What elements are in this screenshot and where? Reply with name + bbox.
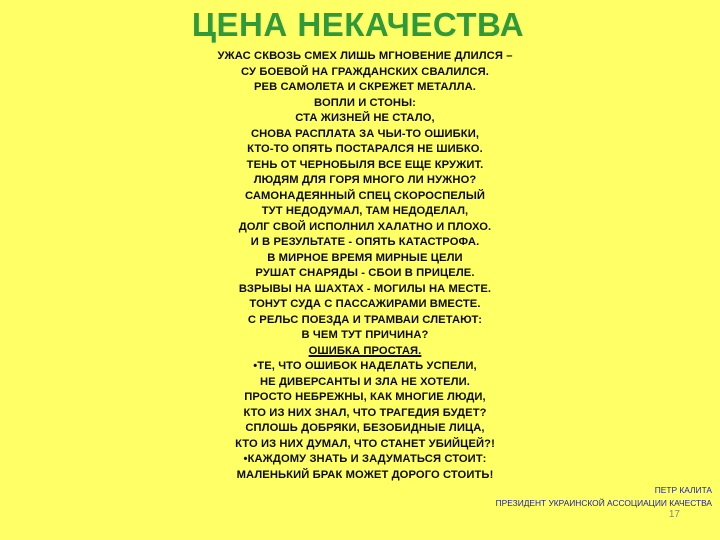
poem-line: •КАЖДОМУ ЗНАТЬ И ЗАДУМАТЬСЯ СТОИТ: bbox=[243, 453, 487, 465]
poem-line: СПЛОШЬ ДОБРЯКИ, БЕЗОБИДНЫЕ ЛИЦА, bbox=[245, 422, 485, 434]
poem-line: ТОНУТ СУДА С ПАССАЖИРАМИ ВМЕСТЕ. bbox=[249, 298, 481, 310]
poem-line: КТО ИЗ НИХ ДУМАЛ, ЧТО СТАНЕТ УБИЙЦЕЙ?! bbox=[235, 437, 495, 450]
poem-line: ТУТ НЕДОДУМАЛ, ТАМ НЕДОДЕЛАЛ, bbox=[261, 205, 469, 217]
poem-line: МАЛЕНЬКИЙ БРАК МОЖЕТ ДОРОГО СТОИТЬ! bbox=[236, 468, 494, 481]
poem-line: И В РЕЗУЛЬТАТЕ - ОПЯТЬ КАТАСТРОФА. bbox=[250, 236, 480, 248]
poem-line: ТЕНЬ ОТ ЧЕРНОБЫЛЯ ВСЕ ЕЩЕ КРУЖИТ. bbox=[246, 158, 484, 171]
poem-line: САМОНАДЕЯННЫЙ СПЕЦ СКОРОСПЕЛЫЙ bbox=[244, 189, 486, 202]
poem-line: ВОПЛИ И СТОНЫ: bbox=[314, 96, 416, 109]
poem-line: КТО ИЗ НИХ ЗНАЛ, ЧТО ТРАГЕДИЯ БУДЕТ? bbox=[243, 406, 487, 419]
poem-line: ДОЛГ СВОЙ ИСПОЛНИЛ ХАЛАТНО И ПЛОХО. bbox=[238, 220, 492, 233]
poem-line: КТО-ТО ОПЯТЬ ПОСТАРАЛСЯ НЕ ШИБКО. bbox=[247, 143, 483, 155]
poem bbox=[180, 49, 550, 483]
author-block bbox=[496, 484, 712, 509]
author-name: ПЕТР КАЛИТА bbox=[654, 485, 712, 495]
poem-line: УЖАС СКВОЗЬ СМЕХ ЛИШЬ МГНОВЕНИЕ ДЛИЛСЯ – bbox=[217, 50, 513, 62]
author-title: ПРЕЗИДЕНТ УКРАИНСКОЙ АССОЦИАЦИИ КАЧЕСТВА bbox=[495, 497, 712, 508]
poem-line: В ЧЕМ ТУТ ПРИЧИНА? bbox=[301, 329, 429, 341]
poem-line: СУ БОЕВОЙ НА ГРАЖДАНСКИХ СВАЛИЛСЯ. bbox=[241, 65, 489, 78]
poem-line: ПРОСТО НЕБРЕЖНЫ, КАК МНОГИЕ ЛЮДИ, bbox=[244, 391, 486, 403]
page-number: 17 bbox=[668, 509, 680, 520]
poem-line: СТА ЖИЗНЕЙ НЕ СТАЛО, bbox=[295, 112, 435, 124]
poem-line: НЕ ДИВЕРСАНТЫ И ЗЛА НЕ ХОТЕЛИ. bbox=[260, 375, 470, 388]
poem-line: С РЕЛЬС ПОЕЗДА И ТРАМВАИ СЛЕТАЮТ: bbox=[247, 313, 483, 326]
poem-line: •ТЕ, ЧТО ОШИБОК НАДЕЛАТЬ УСПЕЛИ, bbox=[253, 360, 477, 372]
poem-line: РЕВ САМОЛЕТА И СКРЕЖЕТ МЕТАЛЛА. bbox=[254, 81, 476, 93]
poem-line: ВЗРЫВЫ НА ШАХТАХ - МОГИЛЫ НА МЕСТЕ. bbox=[238, 282, 492, 295]
poem-line: В МИРНОЕ ВРЕМЯ МИРНЫЕ ЦЕЛИ bbox=[267, 251, 463, 264]
poem-line: СНОВА РАСПЛАТА ЗА ЧЬИ-ТО ОШИБКИ, bbox=[250, 127, 480, 140]
poem-line: ЛЮДЯМ ДЛЯ ГОРЯ МНОГО ЛИ НУЖНО? bbox=[253, 174, 477, 186]
poem-line-highlight: ОШИБКА ПРОСТАЯ. bbox=[308, 344, 422, 357]
slide-title: ЦЕНА НЕКАЧЕСТВА bbox=[191, 6, 525, 43]
poem-line: РУШАТ СНАРЯДЫ - СБОИ В ПРИЦЕЛЕ. bbox=[255, 267, 475, 279]
